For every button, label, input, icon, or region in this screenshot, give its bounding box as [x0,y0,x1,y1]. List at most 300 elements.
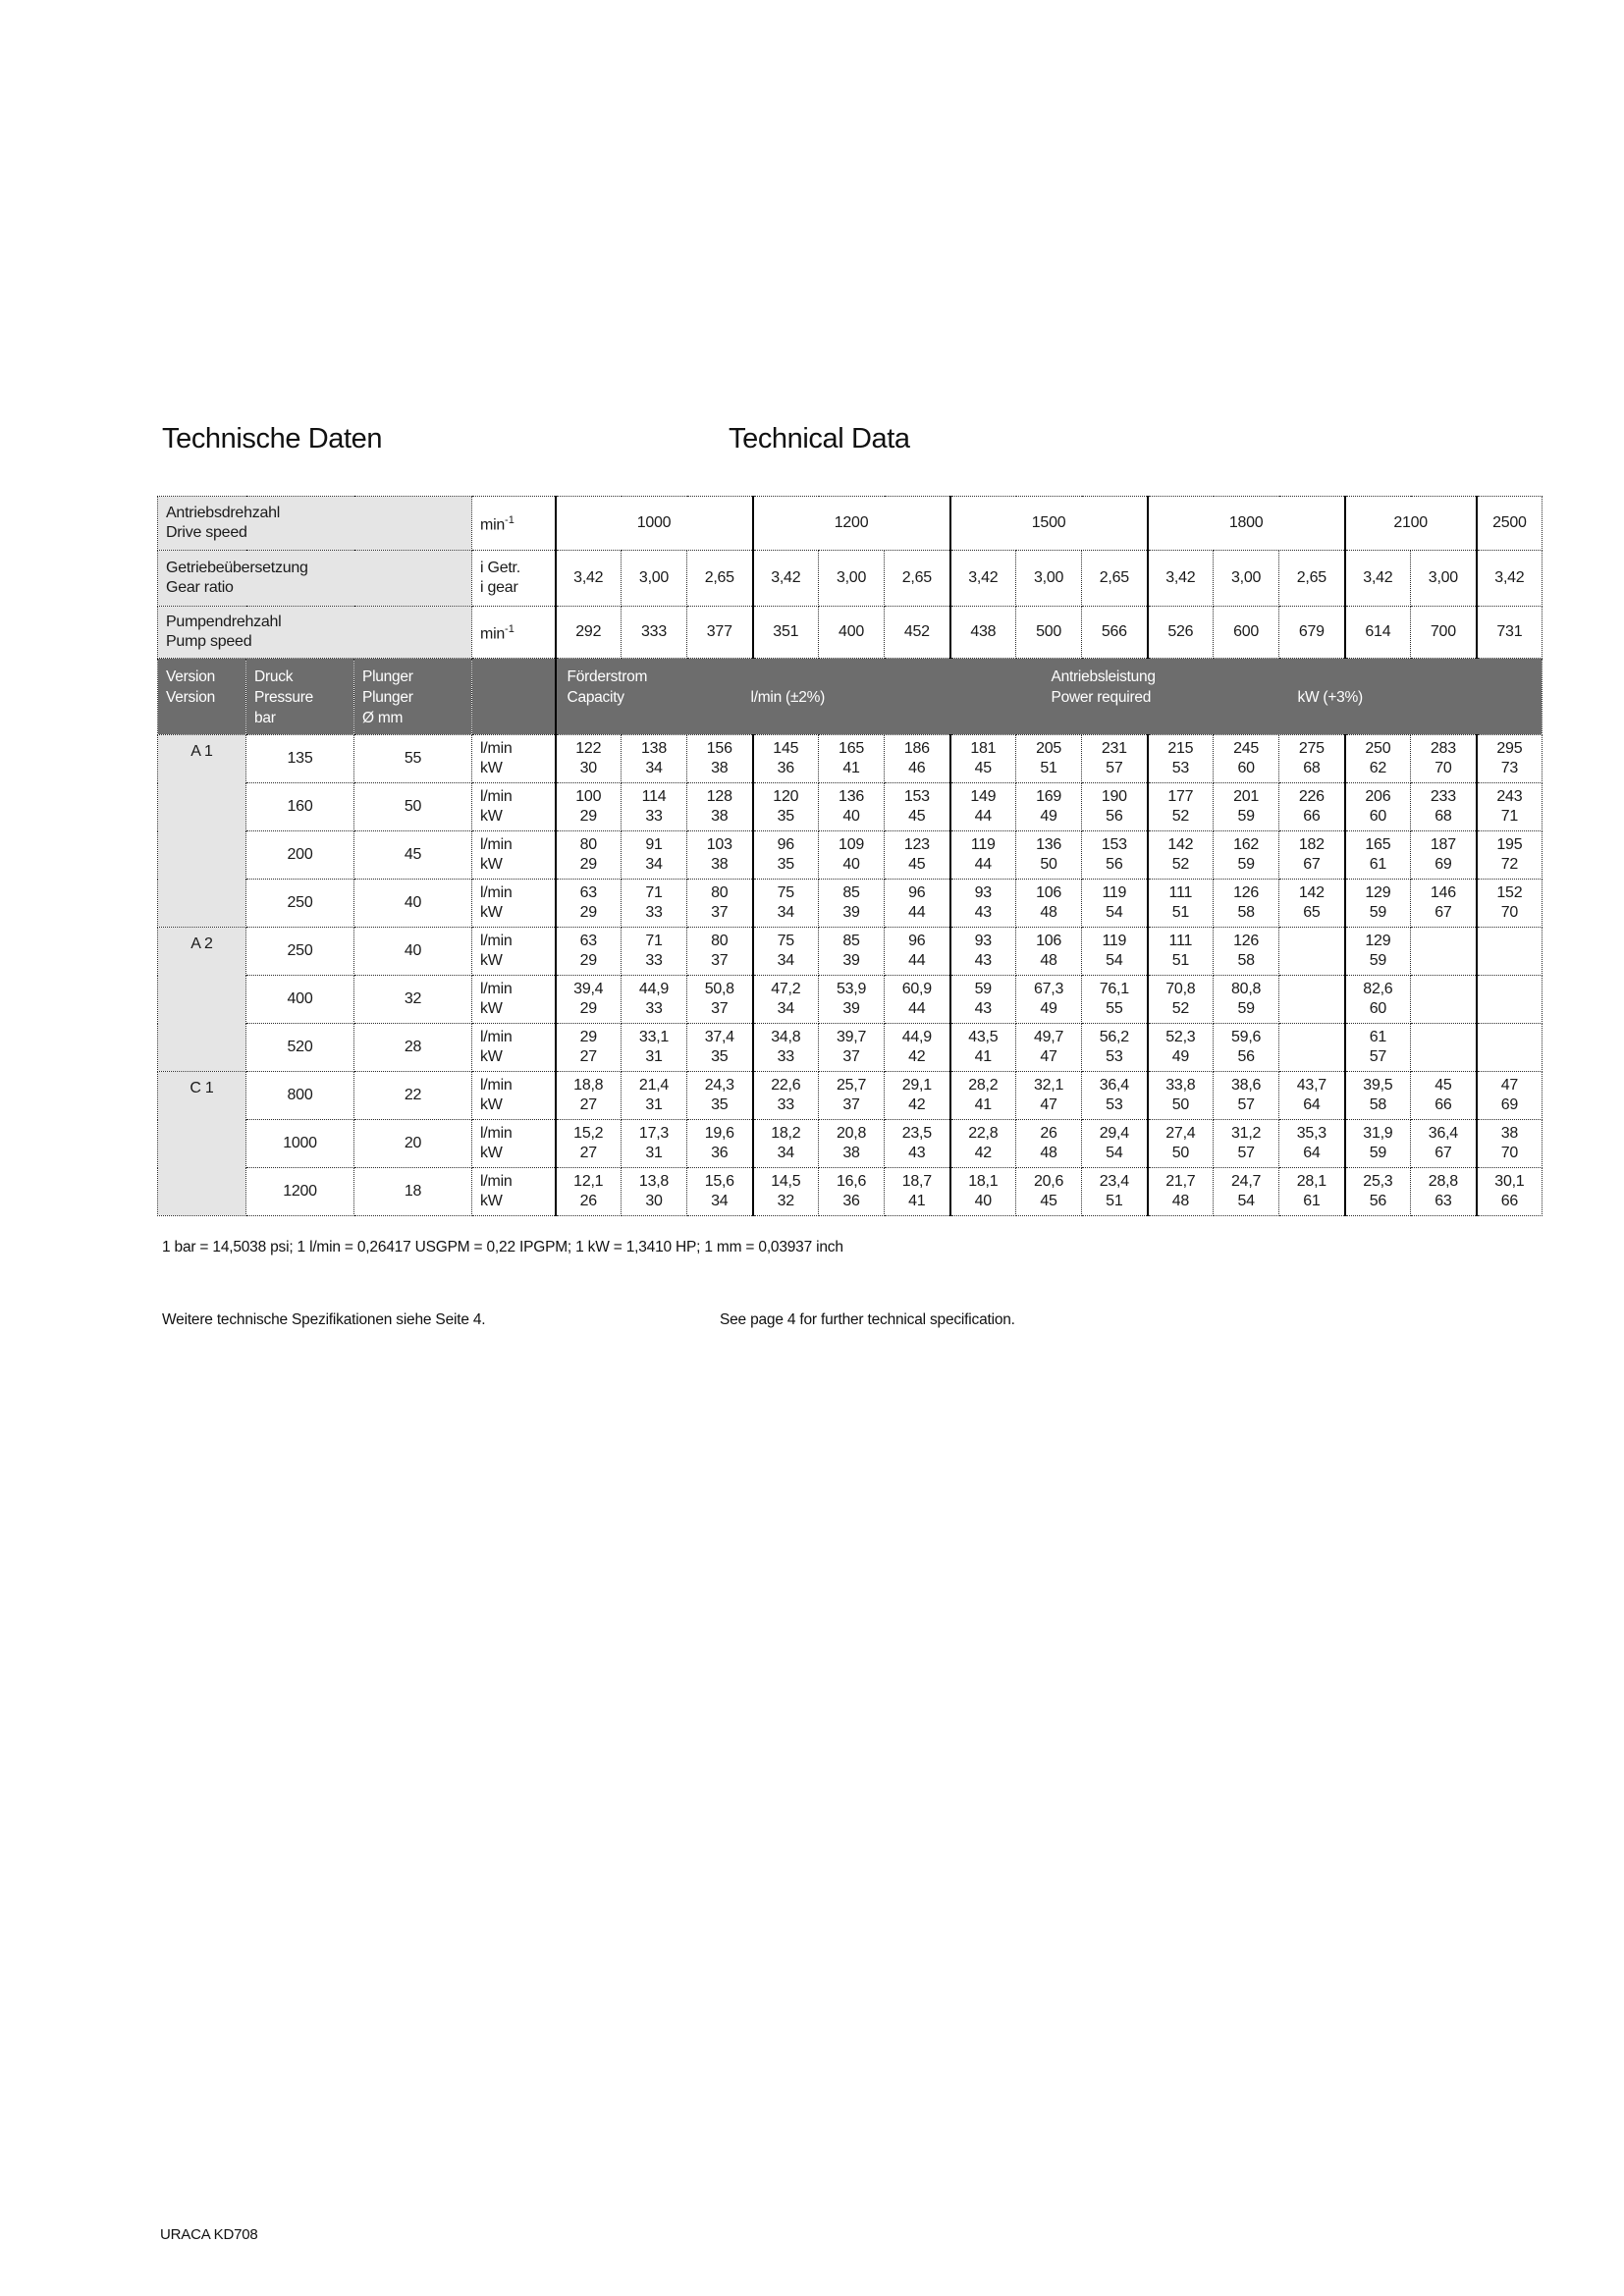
value-cell [1148,928,1214,976]
value-cell-line2: 54 [1106,904,1123,921]
value-cell [1345,1120,1411,1168]
value-cell-line2: 33 [777,1048,794,1065]
value-cell-line2: 45 [974,760,992,776]
row-unit-cell [472,783,556,831]
gear-ratio-value: 3,00 [819,551,885,607]
value-cell-line1: 29 [579,1029,597,1045]
value-cell-line1: 61 [1369,1029,1387,1045]
value-cell [1082,928,1148,976]
value-cell-line2: 69 [1500,1096,1519,1113]
value-cell-line2: 52 [1171,808,1189,825]
pump-speed-value: 438 [950,607,1016,659]
value-cell [1345,976,1411,1024]
value-cell-line2: 68 [1303,760,1321,776]
pressure-cell: 135 [246,735,354,783]
value-cell [819,1072,885,1120]
pump-speed-label-en: Pump speed [166,633,252,650]
value-cell [885,1072,950,1120]
value-cell-line2: 59 [1369,1145,1387,1161]
value-cell-line1: 85 [842,884,860,901]
value-cell [1411,783,1477,831]
value-cell-line2: 54 [1237,1193,1255,1209]
value-cell-line1: 12,1 [573,1173,604,1190]
value-cell-line1: 18,8 [573,1077,604,1094]
value-cell-line2: 67 [1435,1145,1452,1161]
value-cell [1148,976,1214,1024]
value-cell [622,783,687,831]
data-row [158,1120,1543,1168]
row-unit-cell-line2: kW [480,1048,503,1065]
gear-ratio-label-en: Gear ratio [166,579,234,596]
gear-ratio-value: 3,42 [950,551,1016,607]
value-cell-line1: 195 [1496,836,1523,853]
value-cell-line1: 82,6 [1363,981,1393,997]
pressure-cell: 520 [246,1024,354,1072]
version-cell: A 2 [158,928,246,1072]
value-cell [1477,1120,1543,1168]
value-cell [687,735,753,783]
value-cell-line1: 18,7 [901,1173,932,1190]
value-cell-line1: 123 [903,836,930,853]
value-cell-line2: 53 [1106,1048,1123,1065]
value-cell-line1: 119 [970,836,996,853]
gear-ratio-value: 2,65 [885,551,950,607]
row-unit-cell-line1: l/min [480,788,513,805]
row-unit-cell-line2: kW [480,1193,503,1209]
value-cell-line2: 49 [1040,808,1057,825]
value-cell-line1: 181 [970,740,997,757]
value-cell-line2: 71 [1500,808,1519,825]
pressure-cell: 160 [246,783,354,831]
pressure-cell: 1200 [246,1168,354,1216]
value-cell [885,976,950,1024]
pump-speed-value: 679 [1279,607,1345,659]
value-cell [1279,1168,1345,1216]
row-unit-cell-line2: kW [480,1000,503,1017]
value-cell-line2: 59 [1369,904,1387,921]
value-cell [687,1168,753,1216]
version-cell: C 1 [158,1072,246,1216]
value-cell-line2: 43 [974,952,992,969]
pump-speed-label-de: Pumpendrehzahl [166,614,282,630]
value-cell-line2 [1279,951,1344,971]
value-cell-line1: 43,7 [1296,1077,1326,1094]
value-cell [1016,1168,1082,1216]
row-unit-cell-line1: l/min [480,981,513,997]
value-cell-line1: 126 [1233,933,1260,949]
value-cell-line2: 38 [711,808,729,825]
value-cell-line1: 201 [1233,788,1260,805]
value-cell [950,1072,1016,1120]
value-cell-line1: 152 [1496,884,1523,901]
value-cell-line1: 29,4 [1099,1125,1129,1142]
value-cell-line1: 24,3 [704,1077,734,1094]
value-cell-line2: 58 [1237,904,1255,921]
value-cell-line1: 39,4 [573,981,604,997]
pump-speed-value: 400 [819,607,885,659]
data-row [158,1024,1543,1072]
data-row [158,831,1543,880]
plunger-cell: 32 [354,976,472,1024]
value-cell-line2: 55 [1106,1000,1123,1017]
value-cell-line1: 119 [1102,884,1127,901]
value-cell [1016,783,1082,831]
value-cell-line1: 119 [1102,933,1127,949]
value-cell-line2: 27 [579,1048,597,1065]
value-cell [950,880,1016,928]
value-cell [687,1024,753,1072]
value-cell-line1: 283 [1430,740,1456,757]
pressure-cell: 1000 [246,1120,354,1168]
value-cell [1214,783,1279,831]
value-cell [1477,831,1543,880]
value-cell [819,831,885,880]
value-cell-line2: 30 [645,1193,663,1209]
value-cell-line1: 156 [706,740,732,757]
value-cell-line1: 39,7 [836,1029,867,1045]
value-cell [950,1168,1016,1216]
value-cell [1279,976,1345,1024]
gear-ratio-value: 3,42 [1345,551,1411,607]
gear-ratio-unit [472,551,556,607]
value-cell-line1: 53,9 [836,981,867,997]
value-cell [1082,783,1148,831]
value-cell [1411,1072,1477,1120]
row-unit-cell [472,1024,556,1072]
value-cell-line1: 31,2 [1231,1125,1262,1142]
value-cell-line2: 37 [711,904,729,921]
value-cell [1411,1120,1477,1168]
drive-speed-value: 2100 [1345,497,1477,551]
value-cell [1214,831,1279,880]
value-cell-line1: 24,7 [1231,1173,1262,1190]
row-unit-cell-line2: kW [480,856,503,873]
plunger-cell: 18 [354,1168,472,1216]
value-cell-line2: 39 [842,904,860,921]
value-cell [1148,1072,1214,1120]
value-cell-line1: 19,6 [704,1125,734,1142]
value-cell-line1: 49,7 [1033,1029,1064,1045]
drive-speed-label-en: Drive speed [166,524,247,541]
value-cell [1214,976,1279,1024]
gear-ratio-label-de: Getriebeübersetzung [166,560,308,576]
value-cell-line1: 80,8 [1231,981,1262,997]
value-cell-line1: 30,1 [1494,1173,1525,1190]
drive-speed-value: 1000 [556,497,753,551]
value-cell [1016,928,1082,976]
capacity-header-label [568,667,648,708]
value-cell-line2: 29 [579,904,597,921]
value-cell [556,783,622,831]
value-cell [1411,880,1477,928]
value-cell [950,976,1016,1024]
value-cell [556,831,622,880]
value-cell [1345,783,1411,831]
value-cell-line1: 106 [1036,884,1062,901]
pump-speed-value: 731 [1477,607,1543,659]
value-cell [1345,928,1411,976]
value-cell [1148,1168,1214,1216]
pump-speed-value: 351 [753,607,819,659]
pressure-cell: 250 [246,880,354,928]
pressure-header-de: Druck [254,668,294,685]
value-cell-line2: 51 [1171,952,1189,969]
value-cell-line2: 37 [711,952,729,969]
value-cell-line1: 67,3 [1033,981,1064,997]
value-cell-line1: 28,8 [1428,1173,1458,1190]
gear-ratio-label [158,551,472,607]
value-cell [622,1168,687,1216]
value-cell-line2: 47 [1040,1096,1057,1113]
gear-ratio-unit-line1: i Getr. [480,560,520,576]
value-cell-line2: 57 [1237,1096,1255,1113]
drive-speed-unit [472,497,556,551]
value-cell [1016,1120,1082,1168]
value-cell-line2: 44 [908,952,926,969]
value-cell-line1: 226 [1298,788,1325,805]
value-cell-line1: 96 [908,933,926,949]
value-cell-line1: 31,9 [1363,1125,1393,1142]
value-cell [1279,783,1345,831]
value-cell-line1: 142 [1167,836,1194,853]
drive-speed-value: 1200 [753,497,950,551]
value-cell [622,735,687,783]
data-row [158,880,1543,928]
pressure-header-en: Pressure [254,689,314,706]
value-cell-line2: 44 [974,856,992,873]
value-cell-line2: 31 [645,1145,663,1161]
value-cell-line2: 41 [842,760,860,776]
power-header-unit: kW (+3%) [1297,689,1363,706]
value-cell-line2: 60 [1237,760,1255,776]
plunger-cell: 40 [354,880,472,928]
value-cell [1148,735,1214,783]
gear-ratio-row [158,551,1543,607]
power-header-label [1052,667,1156,708]
gear-ratio-value: 3,42 [556,551,622,607]
value-cell-line2: 39 [842,952,860,969]
version-cell: A 1 [158,735,246,928]
value-cell-line2: 52 [1171,856,1189,873]
data-row [158,783,1543,831]
value-cell [819,1024,885,1072]
gear-ratio-unit-line2: i gear [480,579,518,596]
value-cell-line1: 27,4 [1165,1125,1196,1142]
capacity-header-unit: l/min (±2%) [750,689,826,706]
value-cell-line1: 15,2 [573,1125,604,1142]
value-cell [950,783,1016,831]
value-cell-line1: 205 [1036,740,1062,757]
row-unit-cell-line1: l/min [480,836,513,853]
value-cell-line2: 51 [1171,904,1189,921]
power-header-de: Antriebsleistung [1051,668,1156,685]
value-cell [1082,976,1148,1024]
gear-ratio-value: 3,00 [1411,551,1477,607]
value-cell-line1: 52,3 [1165,1029,1196,1045]
value-cell-line2: 49 [1040,1000,1057,1017]
pump-speed-value: 452 [885,607,950,659]
value-cell [622,880,687,928]
value-cell-line2: 48 [1040,904,1057,921]
gear-ratio-value: 3,00 [1214,551,1279,607]
value-cell-line2: 53 [1171,760,1189,776]
value-cell [687,1072,753,1120]
value-cell [556,1024,622,1072]
value-cell-line2: 37 [842,1096,860,1113]
value-cell-line1: 109 [839,836,864,853]
value-cell-line1: 243 [1496,788,1523,805]
value-cell-line2: 70 [1500,904,1519,921]
power-header-en: Power required [1051,689,1152,706]
value-cell [1082,1120,1148,1168]
value-cell [556,880,622,928]
row-unit-cell-line1: l/min [480,1125,513,1142]
row-unit-cell-line1: l/min [480,740,513,757]
plunger-column-header [354,659,472,735]
pressure-cell: 400 [246,976,354,1024]
value-cell-line1: 162 [1233,836,1260,853]
value-cell-line1: 75 [777,933,794,949]
value-cell-line2: 51 [1106,1193,1123,1209]
value-cell-line1: 38 [1500,1125,1519,1142]
pump-speed-value: 377 [687,607,753,659]
value-cell-line2: 26 [579,1193,597,1209]
value-cell-line1: 47 [1500,1077,1519,1094]
value-cell-line1: 13,8 [638,1173,670,1190]
value-cell-line1: 47,2 [771,981,801,997]
pressure-cell: 200 [246,831,354,880]
gear-ratio-value: 3,42 [1477,551,1543,607]
row-unit-cell-line1: l/min [480,933,513,949]
value-cell-line1: 136 [839,788,864,805]
value-cell-line2: 42 [908,1096,926,1113]
row-unit-cell-line1: l/min [480,884,513,901]
value-cell-line2: 61 [1303,1193,1321,1209]
value-cell-line2: 36 [711,1145,729,1161]
value-cell-line1: 100 [575,788,602,805]
value-cell-line1 [1411,932,1476,951]
value-cell-line2: 57 [1369,1048,1387,1065]
value-cell-line1 [1411,980,1476,999]
value-cell [1082,1024,1148,1072]
value-cell [1345,1168,1411,1216]
value-cell-line1: 33,1 [638,1029,670,1045]
value-cell-line1: 129 [1365,933,1391,949]
value-cell-line1: 18,1 [968,1173,999,1190]
value-cell-line2: 35 [777,808,794,825]
value-cell-line1: 145 [773,740,799,757]
value-cell-line2: 36 [842,1193,860,1209]
unit-min-exponent: -1 [505,514,514,527]
value-cell-line1: 126 [1233,884,1260,901]
value-cell-line1: 96 [908,884,926,901]
value-cell-line1: 59,6 [1231,1029,1262,1045]
value-cell-line2: 50 [1040,856,1057,873]
value-cell-line1: 44,9 [901,1029,932,1045]
value-cell [622,928,687,976]
plunger-header-en: Plunger [362,689,413,706]
value-cell-line2: 35 [777,856,794,873]
value-cell-line1: 103 [706,836,732,853]
value-cell-line1: 80 [711,933,729,949]
value-cell [1214,928,1279,976]
value-cell-line2: 59 [1237,1000,1255,1017]
value-cell [1279,1072,1345,1120]
version-header-en: Version [166,689,215,706]
value-cell-line2: 48 [1040,1145,1057,1161]
value-cell [950,831,1016,880]
value-cell-line1: 25,7 [836,1077,867,1094]
value-cell-line1: 206 [1365,788,1391,805]
value-cell [1082,880,1148,928]
value-cell-line2: 58 [1369,1096,1387,1113]
plunger-cell: 40 [354,928,472,976]
gear-ratio-value: 2,65 [687,551,753,607]
row-unit-cell [472,880,556,928]
plunger-cell: 22 [354,1072,472,1120]
value-cell-line2: 61 [1369,856,1387,873]
value-cell-line2: 57 [1106,760,1123,776]
value-cell-line2: 66 [1500,1193,1519,1209]
pump-speed-value: 526 [1148,607,1214,659]
row-unit-cell-line2: kW [480,952,503,969]
drive-speed-row [158,497,1543,551]
value-cell-line2: 38 [711,760,729,776]
value-cell [1214,1024,1279,1072]
capacity-header-en: Capacity [567,689,624,706]
value-cell-line1: 59 [974,981,992,997]
value-cell-line1 [1478,932,1543,951]
value-cell-line1: 16,6 [836,1173,867,1190]
value-cell-line2: 43 [974,904,992,921]
value-cell-line2: 38 [842,1145,860,1161]
value-cell-line1: 71 [645,884,663,901]
value-cell-line2: 33 [645,952,663,969]
value-cell-line2: 49 [1171,1048,1189,1065]
value-cell [1148,831,1214,880]
row-unit-cell [472,831,556,880]
value-cell [556,735,622,783]
value-cell-line2: 34 [777,1145,794,1161]
value-cell [687,831,753,880]
value-cell [1411,1024,1477,1072]
value-cell-line1: 93 [974,933,992,949]
value-cell-line2: 40 [974,1193,992,1209]
value-cell-line1: 153 [1101,836,1127,853]
value-cell-line1: 233 [1430,788,1456,805]
value-cell-line2: 41 [908,1193,926,1209]
row-unit-cell-line1: l/min [480,1029,513,1045]
section-header-row [158,659,1543,735]
value-cell-line2: 34 [777,952,794,969]
value-cell [950,1024,1016,1072]
value-cell-line2: 33 [645,808,663,825]
value-cell-line2: 60 [1369,1000,1387,1017]
value-cell [1016,1072,1082,1120]
value-cell [1477,1072,1543,1120]
value-cell-line2: 37 [711,1000,729,1017]
page-title-english: Technical Data [729,423,910,454]
value-cell-line1: 43,5 [968,1029,999,1045]
value-cell-line1: 70,8 [1165,981,1196,997]
value-cell-line1: 26 [1040,1125,1057,1142]
value-cell-line2: 70 [1500,1145,1519,1161]
value-cell-line2: 34 [645,856,663,873]
value-cell-line1: 63 [579,933,597,949]
pump-speed-value: 333 [622,607,687,659]
plunger-cell: 50 [354,783,472,831]
row-unit-cell-line2: kW [480,1145,503,1161]
